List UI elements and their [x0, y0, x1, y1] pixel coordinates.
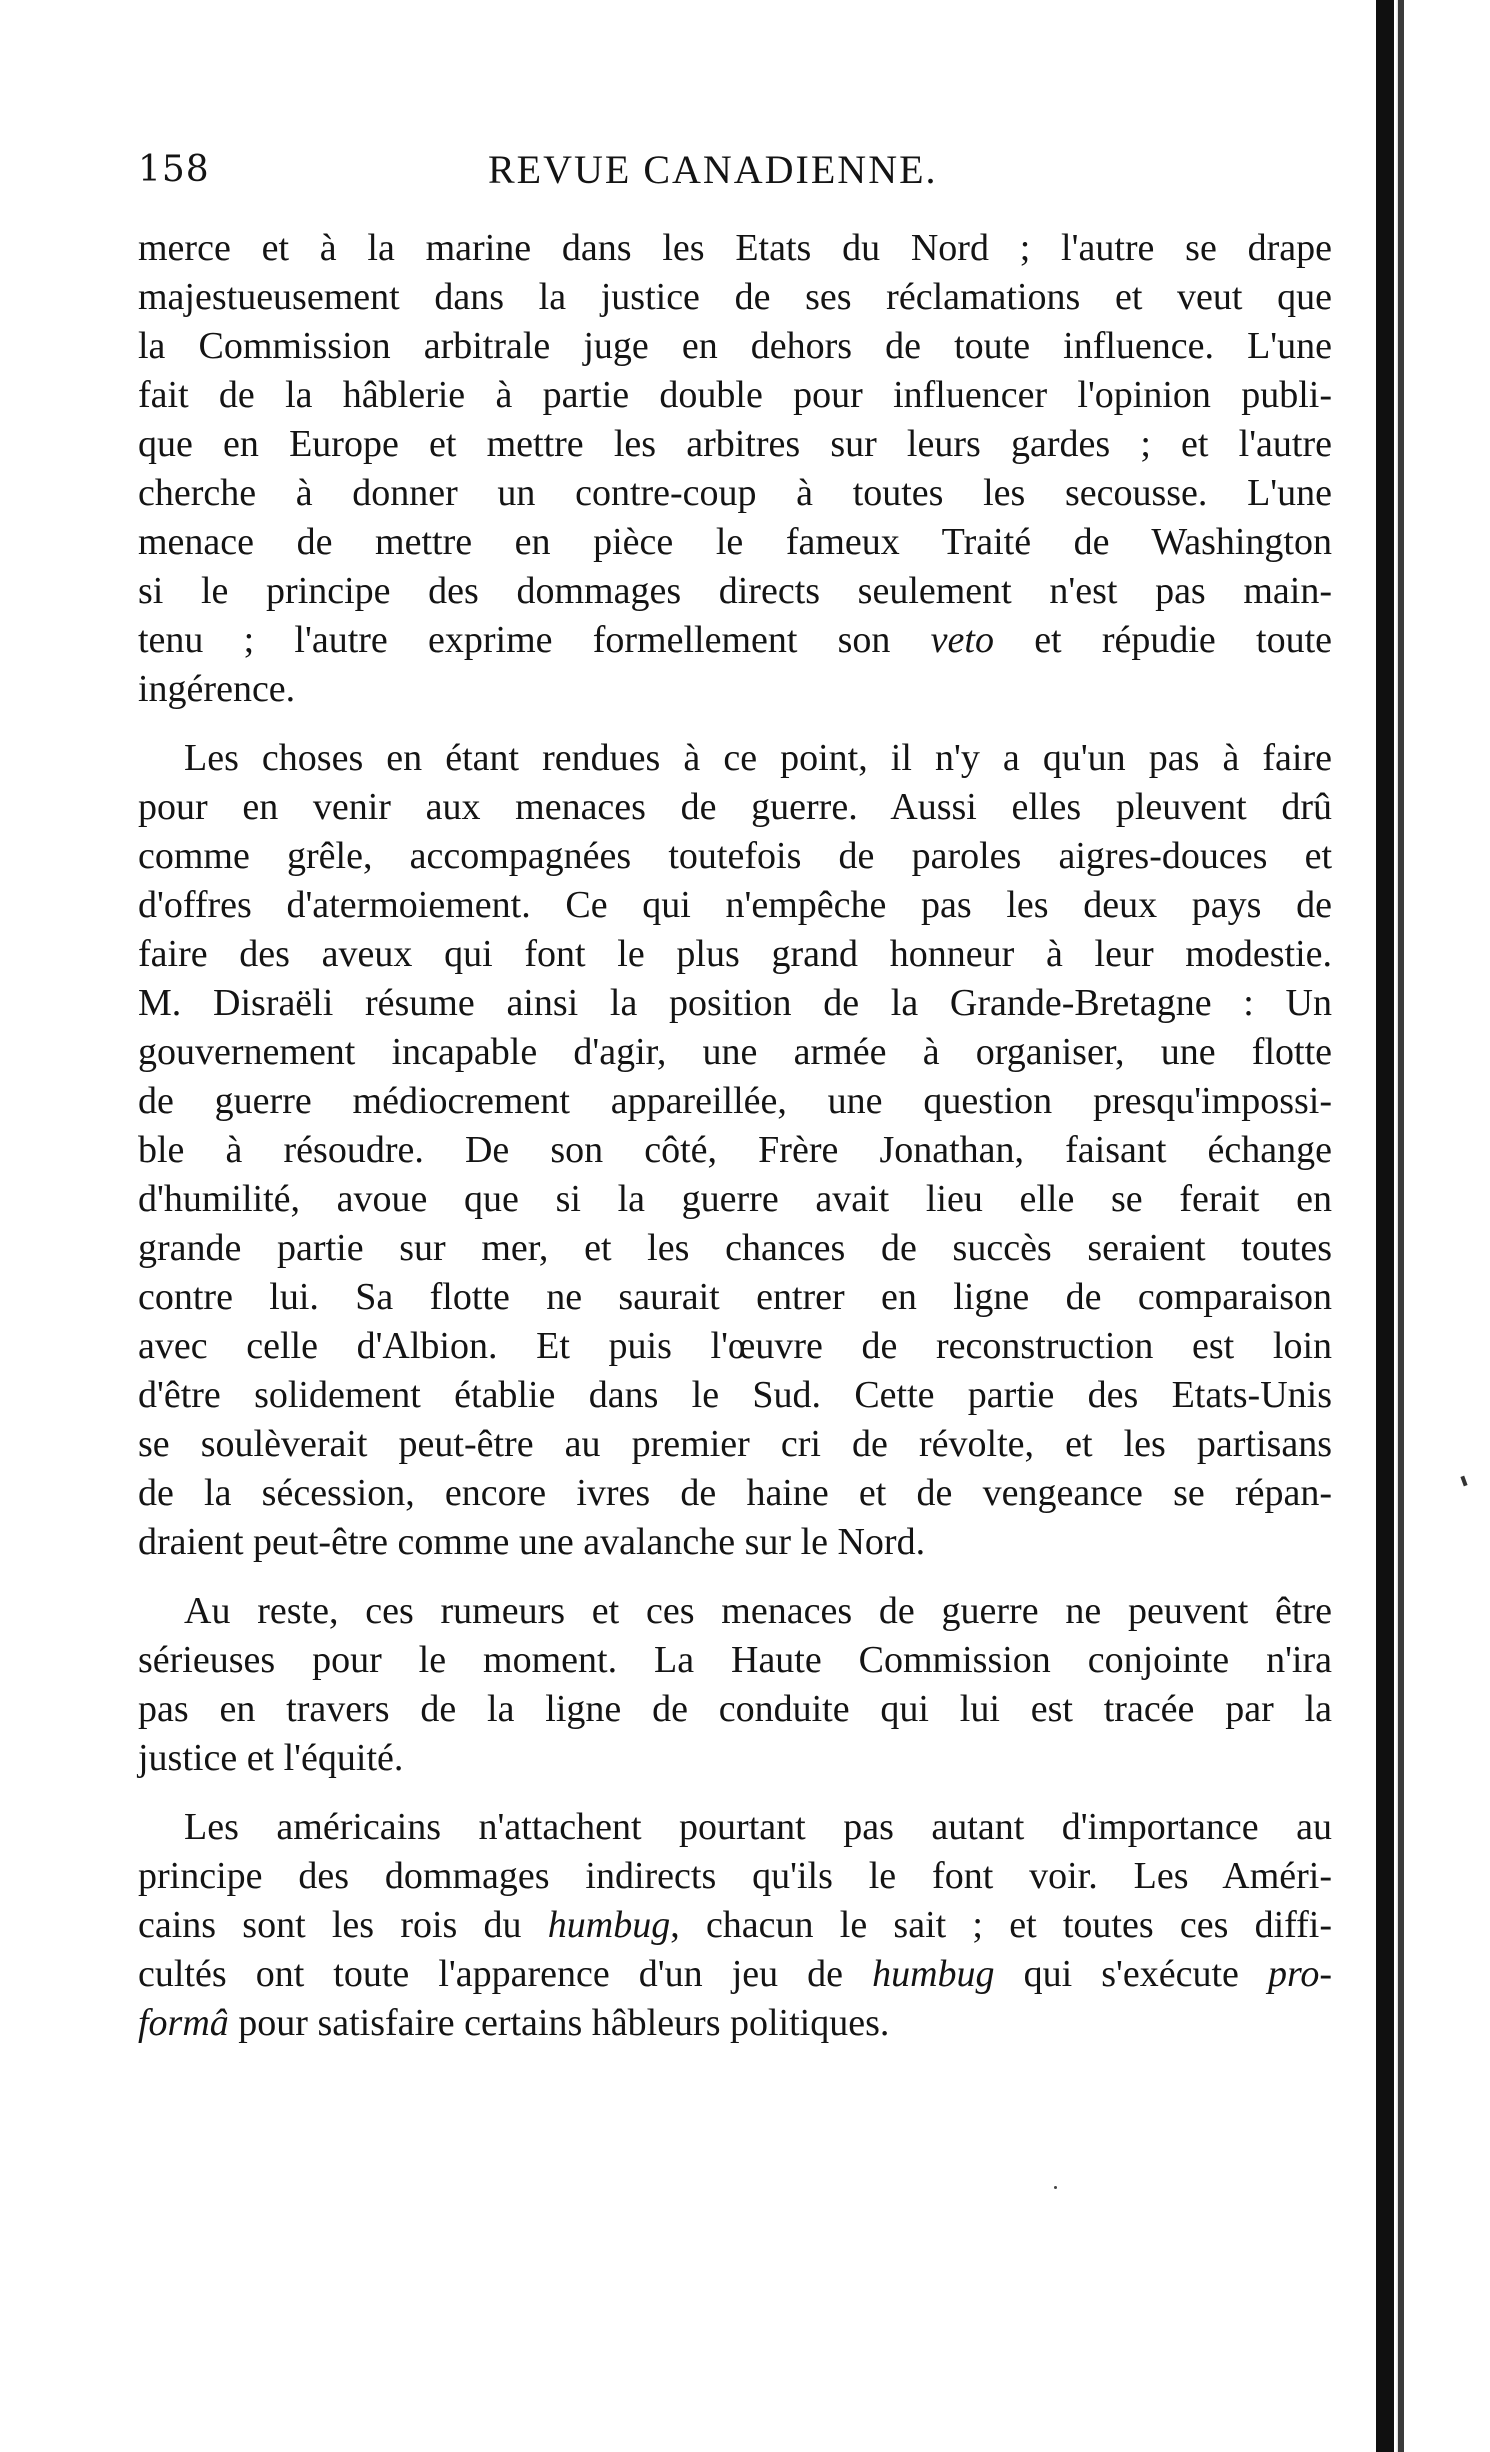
page-number: 158: [138, 149, 210, 190]
italic-word: humbug: [872, 1953, 995, 1995]
paragraph-3: [138, 1587, 1332, 1783]
text-line: Au reste, ces rumeurs et ces menaces de guerre ne peuvent être: [184, 1590, 1332, 1632]
text-line: M. Disraëli résume ainsi la position de la Grande-Bretagne : Un: [138, 982, 1332, 1024]
page-header: [138, 142, 1318, 198]
text-line: avec celle d'Albion. Et puis l'œuvre de reconstruction est loin: [138, 1325, 1332, 1367]
text-line: pour en venir aux menaces de guerre. Aussi elles pleuvent drû: [138, 786, 1332, 828]
text-line: comme grêle, accompagnées toutefois de paroles aigres-douces et: [138, 835, 1332, 877]
text-line: justice et l'équité.: [138, 1737, 404, 1779]
text-line: formâ pour satisfaire certains hâbleurs politiques.: [138, 2002, 890, 2044]
text-line: Les choses en étant rendues à ce point, il n'y a qu'un pas à faire: [184, 737, 1332, 779]
text-line: gouvernement incapable d'agir, une armée à organiser, une flotte: [138, 1031, 1332, 1073]
text-line: se soulèverait peut-être au premier cri de révolte, et les partisans: [138, 1423, 1332, 1465]
text-line: majestueusement dans la justice de ses réclamations et veut que: [138, 276, 1332, 318]
text-line: que en Europe et mettre les arbitres sur leurs gardes ; et l'autre: [138, 423, 1332, 465]
italic-word: veto: [930, 619, 994, 661]
text-line: d'offres d'atermoiement. Ce qui n'empêche pas les deux pays de: [138, 884, 1332, 926]
paragraph-2: [138, 734, 1332, 1567]
text-line: cultés ont toute l'apparence d'un jeu de humbug qui s'exécute pro-: [138, 1953, 1332, 1995]
text-line: pas en travers de la ligne de conduite qui lui est tracée par la: [138, 1688, 1332, 1730]
text-line: cains sont les rois du humbug, chacun le sait ; et toutes ces diffi-: [138, 1904, 1332, 1946]
text-line: tenu ; l'autre exprime formellement son veto et répudie toute: [138, 619, 1332, 661]
paragraph-4: [138, 1803, 1332, 2048]
text-line: ble à résoudre. De son côté, Frère Jonathan, faisant échange: [138, 1129, 1332, 1171]
text-line: menace de mettre en pièce le fameux Traité de Washington: [138, 521, 1332, 563]
text-line: d'être solidement établie dans le Sud. Cette partie des Etats-Unis: [138, 1374, 1332, 1416]
italic-word: formâ: [138, 2002, 229, 2044]
text-line: cherche à donner un contre-coup à toutes les secousse. L'une: [138, 472, 1332, 514]
text-line: ingérence.: [138, 668, 296, 710]
paragraph-1: [138, 224, 1332, 714]
text-line: merce et à la marine dans les Etats du Nord ; l'autre se drape: [138, 227, 1332, 269]
text-line: faire des aveux qui font le plus grand honneur à leur modestie.: [138, 933, 1332, 975]
body-text: [138, 224, 1332, 2068]
italic-word: humbug: [547, 1904, 671, 1946]
text-line: contre lui. Sa flotte ne saurait entrer en ligne de comparaison: [138, 1276, 1332, 1318]
italic-word: pro-: [1267, 1953, 1332, 1995]
text-line: fait de la hâblerie à partie double pour influencer l'opinion publi-: [138, 374, 1332, 416]
binding-edge-inner: [1398, 0, 1404, 2452]
text-line: grande partie sur mer, et les chances de succès seraient toutes: [138, 1227, 1332, 1269]
text-line: la Commission arbitrale juge en dehors de toute influence. L'une: [138, 325, 1332, 367]
text-line: de la sécession, encore ivres de haine et de vengeance se répan-: [138, 1472, 1332, 1514]
text-line: si le principe des dommages directs seulement n'est pas main-: [138, 570, 1332, 612]
text-line: draient peut-être comme une avalanche sur le Nord.: [138, 1521, 926, 1563]
text-line: de guerre médiocrement appareillée, une question presqu'impossi-: [138, 1080, 1332, 1122]
text-line: principe des dommages indirects qu'ils le font voir. Les Améri-: [138, 1855, 1332, 1897]
binding-edge: [1376, 0, 1394, 2452]
running-title: REVUE CANADIENNE.: [488, 147, 938, 192]
text-line: sérieuses pour le moment. La Haute Commission conjointe n'ira: [138, 1639, 1332, 1681]
text-line: Les américains n'attachent pourtant pas autant d'importance au: [184, 1806, 1332, 1848]
text-line: d'humilité, avoue que si la guerre avait lieu elle se ferait en: [138, 1178, 1332, 1220]
stray-dot: [1054, 2186, 1057, 2189]
